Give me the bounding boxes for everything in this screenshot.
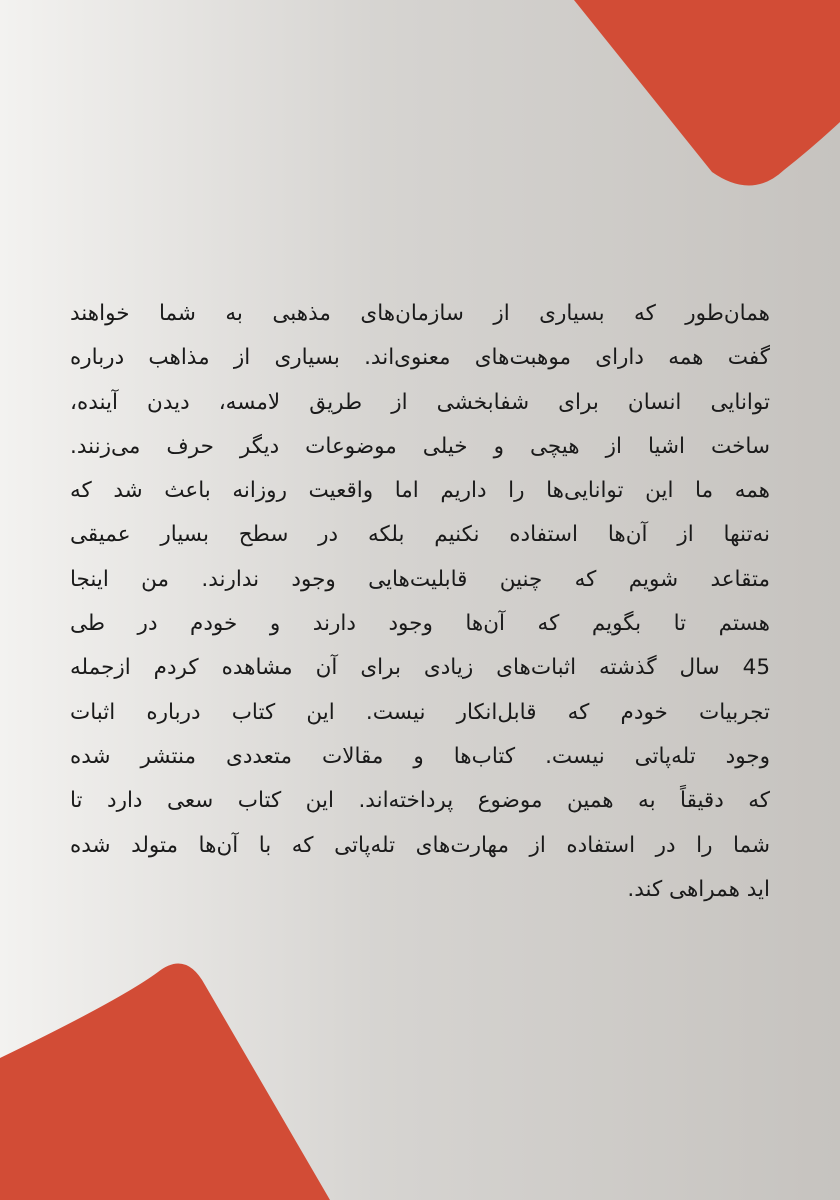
paragraph-line-2: گفت همه دارای موهبت‌های معنوی‌اند. بسیاری از مذاهب درباره	[70, 345, 770, 371]
paragraph-line-4: ساخت اشیا از هیچی و خیلی موضوعات دیگر حرف می‌زنند.	[70, 433, 770, 459]
paragraph-line-10: تجربیات خودم که قابل‌انکار نیست. این کتاب درباره اثبات	[70, 699, 770, 725]
paragraph-line-8: هستم تا بگویم که آن‌ها وجود دارند و خودم در طی	[70, 611, 770, 637]
body-paragraph	[70, 292, 770, 912]
paragraph-line-5: همه ما این توانایی‌ها را داریم اما واقعیت روزانه باعث شد که	[70, 478, 770, 504]
top-right-accent-shape	[574, 0, 840, 186]
paragraph-line-14: اید همراهی کند.	[627, 876, 770, 902]
bottom-left-accent-shape	[0, 964, 330, 1200]
paragraph-line-12: که دقیقاً به همین موضوع پرداخته‌اند. این کتاب سعی دارد تا	[70, 788, 770, 814]
paragraph-line-9: 45 سال گذشته اثبات‌های زیادی برای آن مشاهده کردم ازجمله	[70, 655, 770, 681]
paragraph-line-6: نه‌تنها از آن‌ها استفاده نکنیم بلکه در سطح بسیار عمیقی	[70, 522, 770, 548]
paragraph-line-1: همان‌طور که بسیاری از سازمان‌های مذهبی به شما خواهند	[70, 301, 770, 326]
paragraph-line-13: شما را در استفاده از مهارت‌های تله‌پاتی که با آن‌ها متولد شده	[70, 832, 770, 858]
paragraph-line-3: توانایی انسان برای شفابخشی از طریق لامسه، دیدن آینده،	[70, 389, 770, 415]
paragraph-line-11: وجود تله‌پاتی نیست. کتاب‌ها و مقالات متعددی منتشر شده	[70, 743, 770, 769]
paragraph-line-7: متقاعد شویم که چنین قابلیت‌هایی وجود ندارند. من اینجا	[70, 566, 770, 592]
